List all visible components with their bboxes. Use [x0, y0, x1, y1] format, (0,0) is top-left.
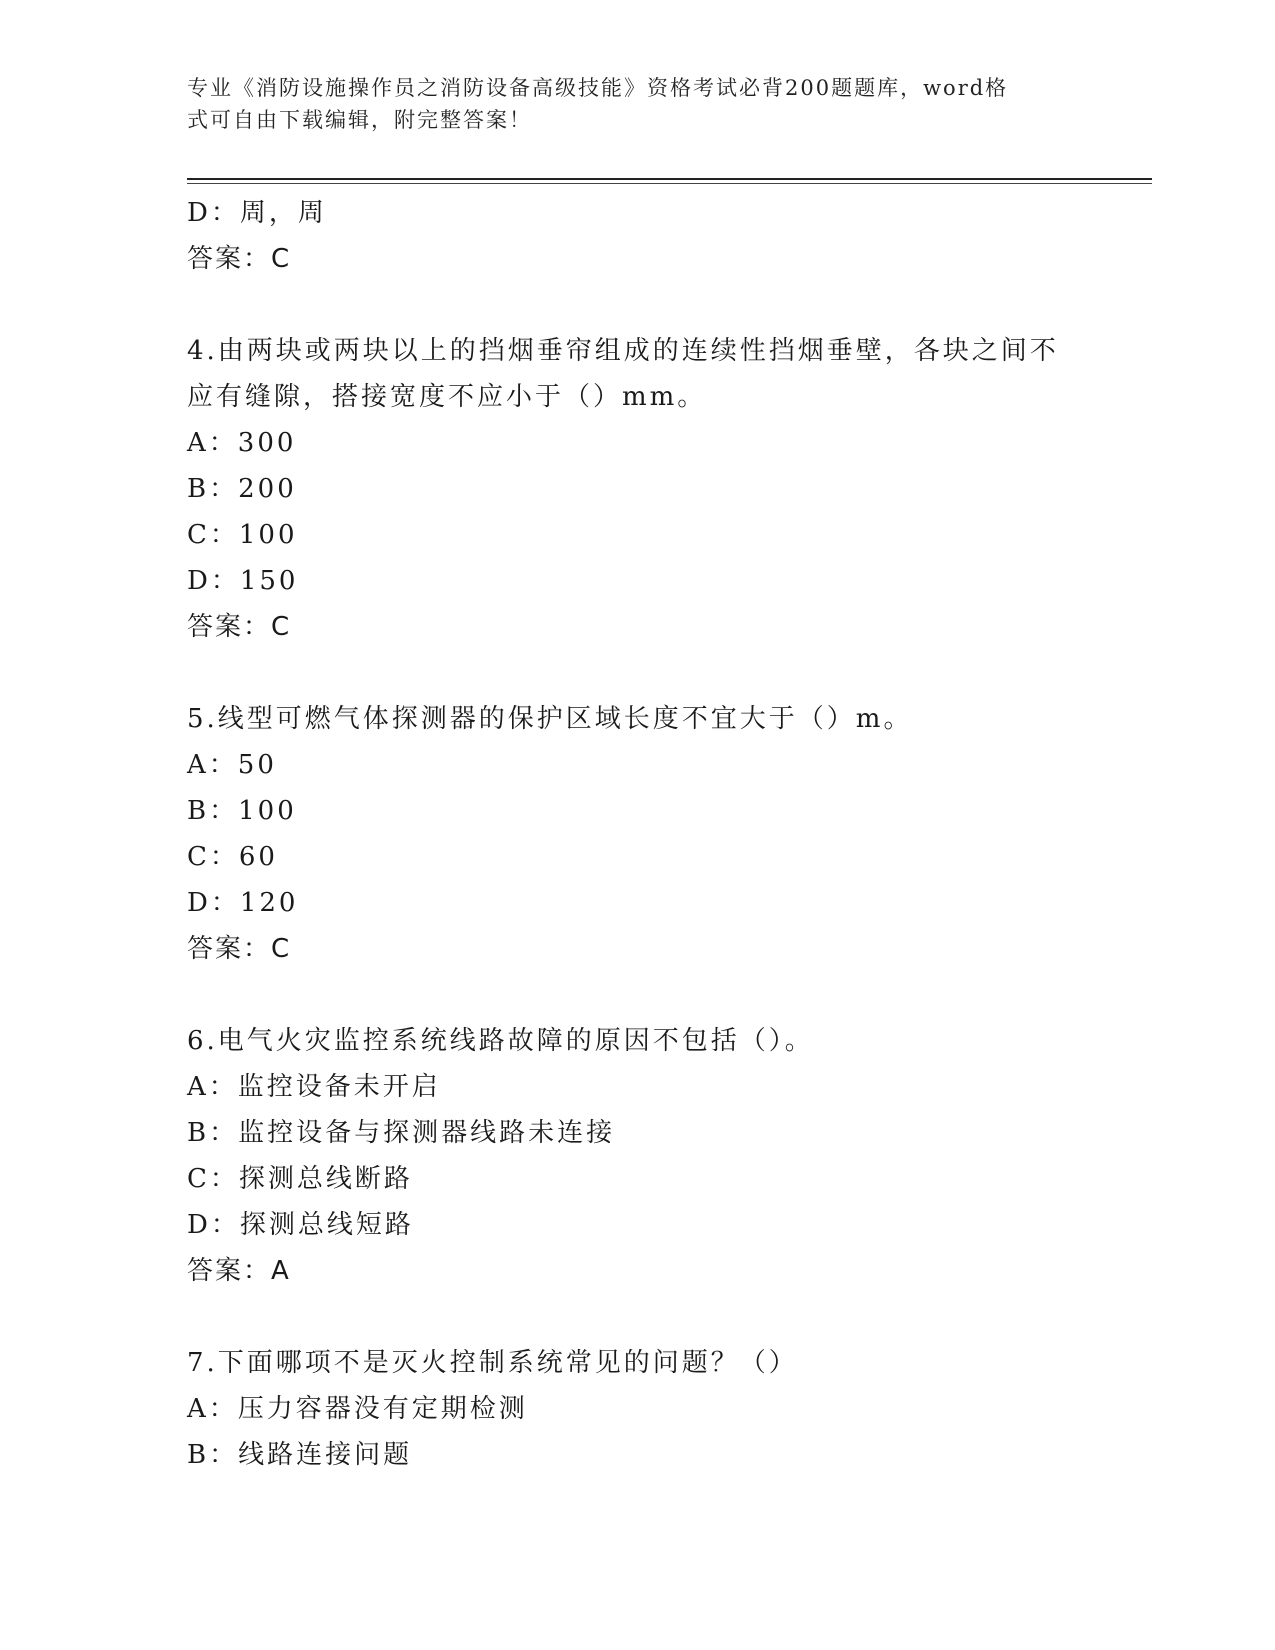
answer-line: 答案：A: [187, 1256, 291, 1286]
question-stem: [187, 1018, 1087, 1064]
option-a: A：300: [187, 428, 297, 458]
header-line-1: 专业《消防设施操作员之消防设备高级技能》资格考试必背200题题库，word格: [187, 76, 1009, 100]
option-b: B：200: [187, 474, 297, 504]
option-a: A：压力容器没有定期检测: [187, 1394, 528, 1424]
question-stem: [187, 696, 1087, 742]
question-stem: [187, 328, 1087, 420]
answer-line: 答案：C: [187, 934, 292, 964]
question-stem-line: 4.由两块或两块以上的挡烟垂帘组成的连续性挡烟垂壁，各块之间不: [187, 336, 1059, 366]
option-b: B：线路连接问题: [187, 1440, 413, 1470]
answer-line: 答案：C: [187, 612, 292, 642]
header-divider-thick: [187, 178, 1152, 180]
question-stem-line: 7.下面哪项不是灭火控制系统常见的问题？（）: [187, 1348, 798, 1378]
question-stem-line: 5.线型可燃气体探测器的保护区域长度不宜大于（）m。: [187, 704, 913, 734]
header-divider-thin: [187, 183, 1152, 184]
option-a: A：监控设备未开启: [187, 1072, 441, 1102]
question-stem: [187, 1340, 1087, 1386]
option-c: C：100: [187, 520, 298, 550]
answer-line: 答案：C: [187, 244, 292, 274]
option-a: A：50: [187, 750, 277, 780]
option-d: D：120: [187, 888, 299, 918]
question-content: [187, 190, 1087, 1478]
option-d: D：周，周: [187, 198, 327, 228]
option-c: C：探测总线断路: [187, 1164, 413, 1194]
option-b: B：监控设备与探测器线路未连接: [187, 1118, 616, 1148]
document-header: [187, 72, 1067, 136]
question-stem-line: 应有缝隙，搭接宽度不应小于（）mm。: [187, 382, 707, 412]
spacer: [187, 282, 1087, 328]
spacer: [187, 650, 1087, 696]
header-line-2: 式可自由下载编辑，附完整答案！: [187, 108, 532, 132]
question-stem-line: 6.电气火灾监控系统线路故障的原因不包括（）。: [187, 1026, 814, 1056]
spacer: [187, 1294, 1087, 1340]
option-d: D：150: [187, 566, 299, 596]
option-c: C：60: [187, 842, 278, 872]
option-d: D：探测总线短路: [187, 1210, 414, 1240]
spacer: [187, 972, 1087, 1018]
option-b: B：100: [187, 796, 297, 826]
